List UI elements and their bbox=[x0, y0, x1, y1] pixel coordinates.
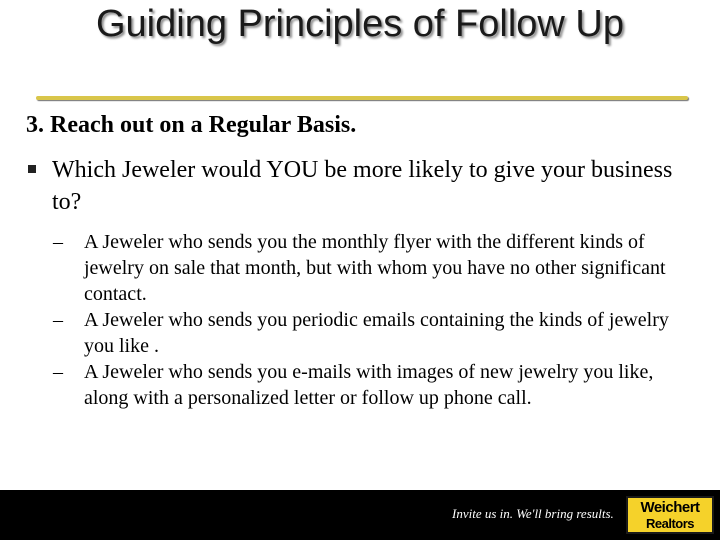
sub-bullet-text: A Jeweler who sends you e-mails with images of new jewelry you like, along with a personalized letter or follow up phone call. bbox=[84, 361, 654, 409]
slide-title: Guiding Principles of Follow Up bbox=[95, 3, 624, 45]
main-bullet-text: Which Jeweler would YOU be more likely to give your business to? bbox=[52, 157, 673, 215]
logo-brand-text: Weichert bbox=[640, 499, 700, 516]
dash-icon: – bbox=[53, 309, 63, 331]
dash-icon: – bbox=[53, 231, 63, 253]
section-heading: 3. Reach out on a Regular Basis. bbox=[26, 112, 357, 138]
main-bullet bbox=[26, 154, 686, 218]
logo-subtext: Realtors bbox=[645, 516, 695, 531]
sub-bullet-item bbox=[36, 307, 688, 359]
sub-bullet-list bbox=[36, 229, 688, 411]
weichert-logo bbox=[626, 496, 714, 534]
footer-slogan: Invite us in. We'll bring results. bbox=[452, 506, 614, 521]
footer-bar bbox=[0, 490, 720, 540]
sub-bullet-text: A Jeweler who sends you the monthly flyer with the different kinds of jewelry on sale that month, but with whom you have no other significant contact. bbox=[84, 231, 666, 305]
title-underline bbox=[36, 96, 688, 100]
dash-icon: – bbox=[53, 361, 63, 383]
sub-bullet-text: A Jeweler who sends you periodic emails containing the kinds of jewelry you like . bbox=[84, 309, 669, 357]
square-bullet-icon bbox=[28, 165, 36, 173]
sub-bullet-item bbox=[36, 359, 688, 411]
sub-bullet-item bbox=[36, 229, 688, 307]
